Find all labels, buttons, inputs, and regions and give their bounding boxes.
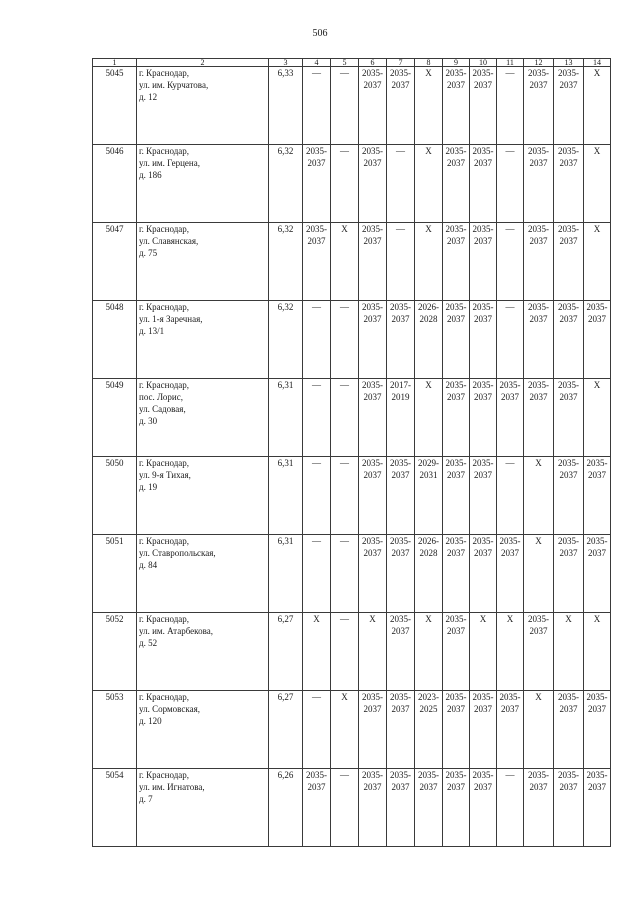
address-line: ул. им. Курчатова,	[139, 80, 209, 90]
period-cell: —	[331, 613, 359, 691]
address-line: ул. Сормовская,	[139, 704, 200, 714]
period-cell: 2035- 2037	[554, 301, 584, 379]
period-cell: 2035- 2037	[359, 67, 387, 145]
period-cell: 2035- 2037	[443, 535, 470, 613]
address-line: г. Краснодар,	[139, 458, 190, 468]
period-cell: Х	[524, 535, 554, 613]
address-line: г. Краснодар,	[139, 224, 190, 234]
period-cell: Х	[584, 145, 611, 223]
period-cell: 2035- 2037	[470, 691, 497, 769]
column-header: 9	[443, 59, 470, 67]
table-header	[93, 59, 611, 67]
address-line: ул. Ставропольская,	[139, 548, 216, 558]
period-cell: 2035- 2037	[554, 691, 584, 769]
period-cell: 2035- 2037	[443, 145, 470, 223]
period-cell: 2035- 2037	[524, 67, 554, 145]
period-cell: Х	[584, 67, 611, 145]
period-cell: —	[303, 379, 331, 457]
period-cell: 2035- 2037	[554, 145, 584, 223]
period-cell: 2035- 2037	[470, 301, 497, 379]
period-cell: —	[331, 769, 359, 847]
period-cell: 2035- 2037	[470, 769, 497, 847]
column-header: 7	[387, 59, 415, 67]
period-cell: 2035- 2037	[443, 769, 470, 847]
page-number: 506	[312, 28, 328, 39]
period-cell: —	[497, 457, 524, 535]
value-cell: 6,26	[269, 769, 303, 847]
column-header: 6	[359, 59, 387, 67]
period-cell: 2035- 2037	[443, 379, 470, 457]
address-line: ул. им. Игнатова,	[139, 782, 205, 792]
period-cell: 2035- 2037	[584, 535, 611, 613]
period-cell: 2035- 2037	[387, 769, 415, 847]
address-line: пос. Лорис,	[139, 392, 183, 402]
period-cell: —	[303, 301, 331, 379]
period-cell: 2035- 2037	[387, 613, 415, 691]
period-cell: 2035- 2037	[359, 301, 387, 379]
address-line: г. Краснодар,	[139, 692, 190, 702]
column-header: 8	[415, 59, 443, 67]
period-cell: 2035- 2037	[584, 301, 611, 379]
period-cell: 2035- 2037	[387, 457, 415, 535]
period-cell: 2035- 2037	[470, 535, 497, 613]
value-cell: 6,31	[269, 379, 303, 457]
period-cell: 2035- 2037	[497, 535, 524, 613]
period-cell: 2035- 2037	[387, 67, 415, 145]
period-cell: 2035- 2037	[584, 769, 611, 847]
registry-table	[92, 58, 611, 847]
value-cell: 6,32	[269, 145, 303, 223]
period-cell: 2035- 2037	[554, 769, 584, 847]
period-cell: Х	[524, 457, 554, 535]
period-cell: 2035- 2037	[554, 379, 584, 457]
period-cell: —	[497, 769, 524, 847]
table-row	[93, 301, 611, 379]
period-cell: 2035- 2037	[387, 301, 415, 379]
row-number: 5053	[93, 691, 137, 769]
address-cell	[137, 457, 269, 535]
period-cell: Х	[584, 223, 611, 301]
table-row	[93, 613, 611, 691]
period-cell: —	[303, 535, 331, 613]
period-cell: 2035- 2037	[470, 67, 497, 145]
period-cell: 2035- 2037	[584, 691, 611, 769]
period-cell: 2035- 2037	[443, 691, 470, 769]
period-cell: Х	[554, 613, 584, 691]
period-cell: 2035- 2037	[524, 223, 554, 301]
row-number: 5045	[93, 67, 137, 145]
period-cell: 2035- 2037	[359, 691, 387, 769]
period-cell: 2035- 2037	[359, 769, 387, 847]
table-row	[93, 379, 611, 457]
address-line: ул. Славянская,	[139, 236, 199, 246]
address-line: д. 120	[139, 716, 162, 726]
period-cell: Х	[331, 223, 359, 301]
address-line: д. 30	[139, 416, 158, 426]
address-line: г. Краснодар,	[139, 146, 190, 156]
period-cell: 2035- 2037	[443, 301, 470, 379]
period-cell: Х	[497, 613, 524, 691]
value-cell: 6,32	[269, 223, 303, 301]
address-line: г. Краснодар,	[139, 614, 190, 624]
period-cell: 2035- 2037	[497, 691, 524, 769]
value-cell: 6,27	[269, 691, 303, 769]
address-line: д. 75	[139, 248, 158, 258]
column-header: 13	[554, 59, 584, 67]
value-cell: 6,31	[269, 535, 303, 613]
period-cell: 2035- 2037	[443, 613, 470, 691]
address-line: д. 12	[139, 92, 158, 102]
column-header: 14	[584, 59, 611, 67]
row-number: 5048	[93, 301, 137, 379]
period-cell: —	[331, 301, 359, 379]
period-cell: 2035- 2037	[554, 457, 584, 535]
period-cell: —	[387, 223, 415, 301]
period-cell: 2035- 2037	[470, 379, 497, 457]
table-row	[93, 223, 611, 301]
address-line: д. 186	[139, 170, 162, 180]
address-cell	[137, 67, 269, 145]
column-header: 10	[470, 59, 497, 67]
period-cell: 2035- 2037	[303, 769, 331, 847]
address-cell	[137, 535, 269, 613]
period-cell: Х	[470, 613, 497, 691]
address-line: д. 84	[139, 560, 158, 570]
address-line: г. Краснодар,	[139, 536, 190, 546]
table-body	[93, 67, 611, 847]
period-cell: 2035- 2037	[524, 769, 554, 847]
address-line: д. 52	[139, 638, 158, 648]
period-cell: 2035- 2037	[303, 145, 331, 223]
table-row	[93, 67, 611, 145]
period-cell: —	[331, 379, 359, 457]
period-cell: —	[497, 67, 524, 145]
address-line: д. 7	[139, 794, 153, 804]
address-cell	[137, 769, 269, 847]
period-cell: 2035- 2037	[387, 535, 415, 613]
period-cell: 2029- 2031	[415, 457, 443, 535]
period-cell: 2026- 2028	[415, 301, 443, 379]
column-header: 5	[331, 59, 359, 67]
period-cell: Х	[584, 379, 611, 457]
period-cell: 2023- 2025	[415, 691, 443, 769]
period-cell: Х	[524, 691, 554, 769]
table-row	[93, 769, 611, 847]
period-cell: —	[497, 301, 524, 379]
address-line: д. 13/1	[139, 326, 165, 336]
header-row	[93, 59, 611, 67]
column-header: 11	[497, 59, 524, 67]
address-line: г. Краснодар,	[139, 302, 190, 312]
period-cell: 2035- 2037	[524, 301, 554, 379]
period-cell: 2035- 2037	[524, 145, 554, 223]
period-cell: 2035- 2037	[524, 613, 554, 691]
period-cell: —	[331, 145, 359, 223]
period-cell: 2035- 2037	[584, 457, 611, 535]
period-cell: —	[331, 457, 359, 535]
value-cell: 6,32	[269, 301, 303, 379]
address-line: ул. им. Герцена,	[139, 158, 200, 168]
address-line: ул. 1-я Заречная,	[139, 314, 203, 324]
period-cell: 2035- 2037	[554, 67, 584, 145]
period-cell: 2035- 2037	[554, 535, 584, 613]
address-line: г. Краснодар,	[139, 380, 190, 390]
period-cell: 2026- 2028	[415, 535, 443, 613]
period-cell: Х	[415, 223, 443, 301]
period-cell: —	[303, 67, 331, 145]
address-cell	[137, 301, 269, 379]
column-header: 3	[269, 59, 303, 67]
address-cell	[137, 691, 269, 769]
period-cell: Х	[415, 67, 443, 145]
period-cell: 2035- 2037	[470, 145, 497, 223]
address-line: д. 19	[139, 482, 158, 492]
period-cell: —	[497, 145, 524, 223]
row-number: 5046	[93, 145, 137, 223]
period-cell: 2035- 2037	[359, 535, 387, 613]
period-cell: 2035- 2037	[359, 457, 387, 535]
address-line: г. Краснодар,	[139, 770, 190, 780]
period-cell: 2035- 2037	[524, 379, 554, 457]
period-cell: 2017- 2019	[387, 379, 415, 457]
address-line: ул. им. Атарбекова,	[139, 626, 213, 636]
table-row	[93, 145, 611, 223]
row-number: 5047	[93, 223, 137, 301]
period-cell: —	[387, 145, 415, 223]
period-cell: 2035- 2037	[470, 457, 497, 535]
period-cell: 2035- 2037	[359, 379, 387, 457]
value-cell: 6,33	[269, 67, 303, 145]
row-number: 5051	[93, 535, 137, 613]
address-line: ул. 9-я Тихая,	[139, 470, 191, 480]
address-line: г. Краснодар,	[139, 68, 190, 78]
period-cell: Х	[415, 613, 443, 691]
column-header: 1	[93, 59, 137, 67]
column-header: 4	[303, 59, 331, 67]
address-cell	[137, 379, 269, 457]
address-cell	[137, 223, 269, 301]
table-row	[93, 535, 611, 613]
period-cell: —	[331, 67, 359, 145]
column-header: 2	[137, 59, 269, 67]
period-cell: 2035- 2037	[443, 223, 470, 301]
value-cell: 6,27	[269, 613, 303, 691]
period-cell: 2035- 2037	[497, 379, 524, 457]
period-cell: 2035- 2037	[359, 145, 387, 223]
address-cell	[137, 613, 269, 691]
table-row	[93, 691, 611, 769]
period-cell: Х	[415, 379, 443, 457]
period-cell: 2035- 2037	[387, 691, 415, 769]
period-cell: Х	[415, 145, 443, 223]
period-cell: Х	[303, 613, 331, 691]
table-row	[93, 457, 611, 535]
period-cell: 2035- 2037	[303, 223, 331, 301]
period-cell: —	[303, 691, 331, 769]
period-cell: Х	[584, 613, 611, 691]
period-cell: 2035- 2037	[443, 67, 470, 145]
address-cell	[137, 145, 269, 223]
period-cell: Х	[359, 613, 387, 691]
period-cell: —	[497, 223, 524, 301]
address-line: ул. Садовая,	[139, 404, 186, 414]
value-cell: 6,31	[269, 457, 303, 535]
row-number: 5049	[93, 379, 137, 457]
period-cell: 2035- 2037	[443, 457, 470, 535]
period-cell: 2035- 2037	[359, 223, 387, 301]
period-cell: Х	[331, 691, 359, 769]
row-number: 5054	[93, 769, 137, 847]
column-header: 12	[524, 59, 554, 67]
period-cell: 2035- 2037	[554, 223, 584, 301]
period-cell: 2035- 2037	[470, 223, 497, 301]
period-cell: —	[331, 535, 359, 613]
row-number: 5052	[93, 613, 137, 691]
period-cell: 2035- 2037	[415, 769, 443, 847]
period-cell: —	[303, 457, 331, 535]
row-number: 5050	[93, 457, 137, 535]
